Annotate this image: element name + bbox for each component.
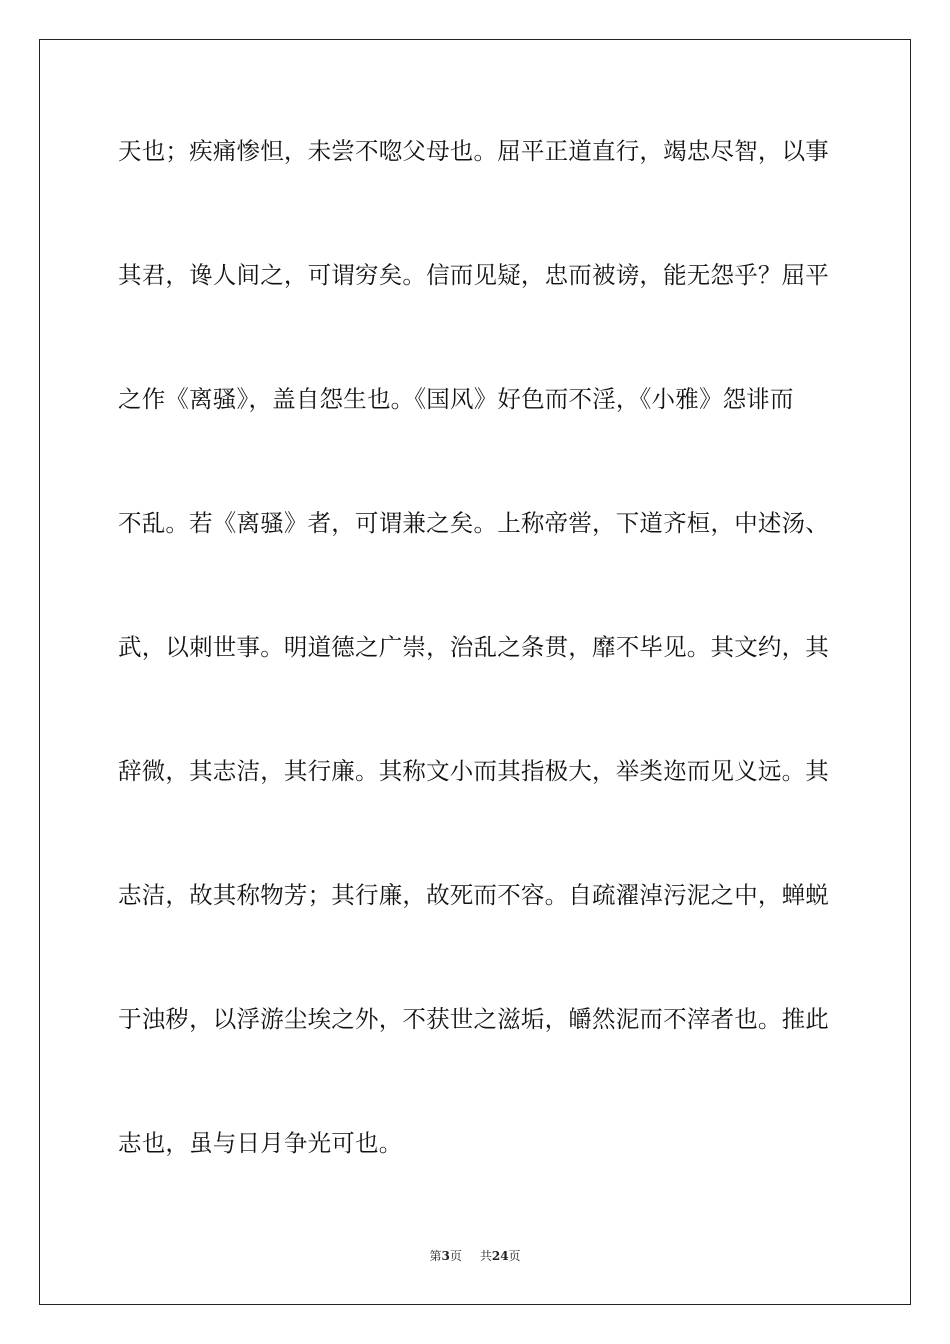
total-pages: 24 <box>491 1249 509 1263</box>
text-line: 辞微，其志洁，其行廉。其称文小而其指极大，举类迩而见义远。其 <box>118 757 829 785</box>
page-suffix: 页 <box>449 1249 462 1263</box>
page-number: 3 <box>441 1249 450 1263</box>
page-footer <box>0 1246 950 1266</box>
text-line: 志洁，故其称物芳；其行廉，故死而不容。自疏濯淖污泥之中，蝉蜕 <box>118 881 829 909</box>
text-line: 不乱。若《离骚》者，可谓兼之矣。上称帝喾，下道齐桓，中述汤、 <box>118 509 829 537</box>
text-line: 其君，谗人间之，可谓穷矣。信而见疑，忠而被谤，能无怨乎？屈平 <box>118 261 829 289</box>
text-line: 于浊秽，以浮游尘埃之外，不获世之滋垢，皭然泥而不滓者也。推此 <box>118 1005 829 1033</box>
total-prefix: 共 <box>479 1249 492 1263</box>
text-line: 之作《离骚》，盖自怨生也。《国风》好色而不淫，《小雅》怨诽而 <box>118 385 794 413</box>
page-prefix: 第 <box>429 1249 442 1263</box>
text-line: 天也；疾痛惨怛，未尝不唿父母也。屈平正道直行，竭忠尽智，以事 <box>118 137 829 165</box>
text-line: 志也，虽与日月争光可也。 <box>118 1129 403 1157</box>
total-suffix: 页 <box>508 1249 521 1263</box>
document-body <box>118 120 834 1236</box>
text-line: 武，以刺世事。明道德之广崇，治乱之条贯，靡不毕见。其文约，其 <box>118 633 829 661</box>
